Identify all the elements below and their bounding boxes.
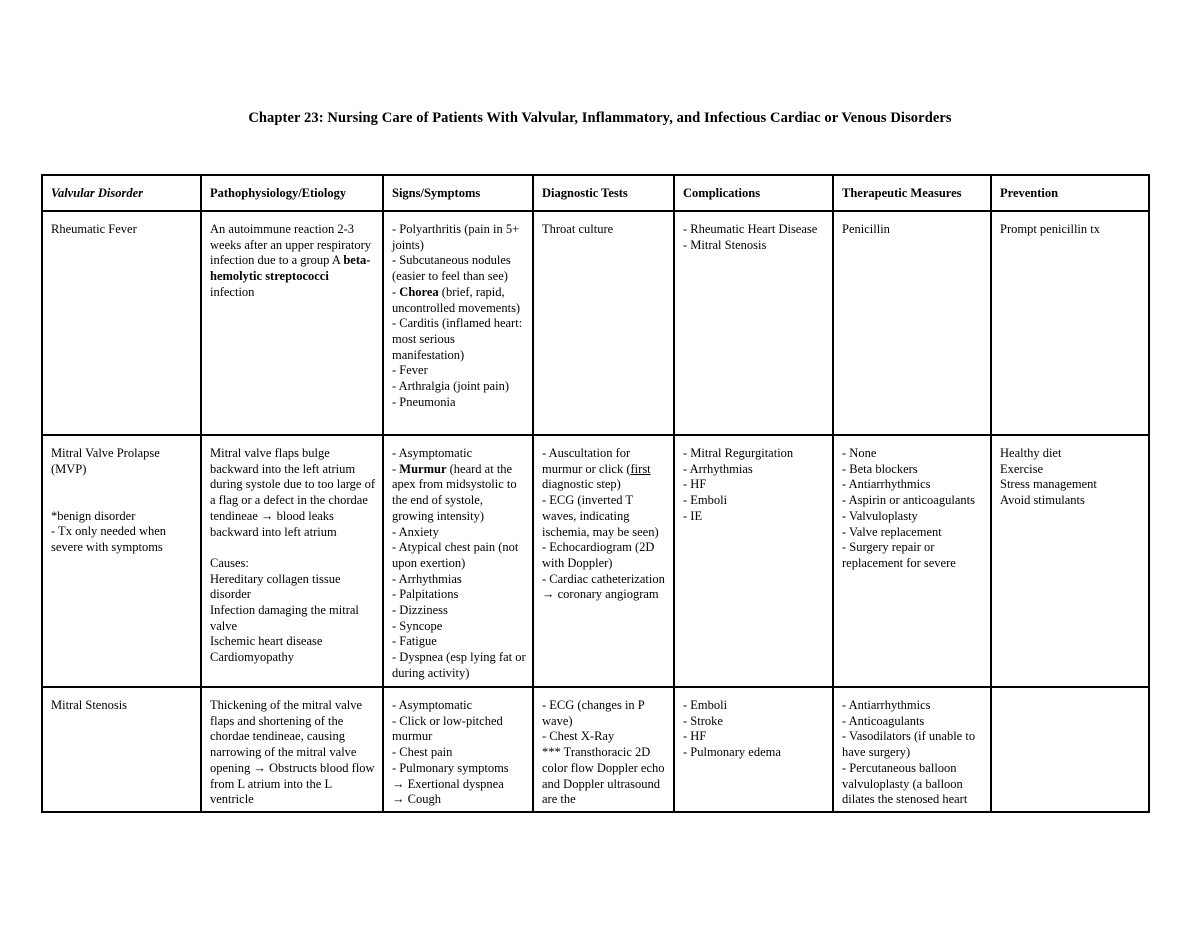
- patho-line: Cardiomyopathy: [210, 650, 295, 665]
- cell-diagnostic: [533, 687, 674, 812]
- signs-line: → Exertional dyspnea: [392, 776, 504, 791]
- signs-line: - Asymptomatic: [392, 446, 473, 460]
- therapeutic-line: - Vasodilators (if unable to have surgery): [842, 729, 976, 760]
- cell-patho: [201, 687, 383, 812]
- cell-complications: [674, 435, 833, 687]
- diagnostic-line: → coronary angiogram: [542, 587, 659, 602]
- diagnostic-line: Throat culture: [542, 222, 614, 236]
- therapeutic-line: - Antiarrhythmics: [842, 477, 931, 492]
- patho-line: An autoimmune reaction 2-3 weeks after an upper respiratory infection due to a group A beta-hemolytic streptococci infection: [210, 222, 372, 299]
- diagnostic-line: - Echocardiogram (2D with Doppler): [542, 540, 655, 570]
- diagnostic-line: - Chest X-Ray: [542, 729, 615, 744]
- signs-line: → Cough: [392, 792, 441, 807]
- cell-therapeutic: [833, 211, 991, 435]
- signs-line: - Chest pain: [392, 745, 453, 760]
- bold-term: Chorea: [399, 284, 439, 299]
- blank-line: [51, 477, 194, 493]
- signs-line: - Asymptomatic: [392, 698, 473, 712]
- header-pathophysiology: Pathophysiology/Etiology: [201, 175, 383, 211]
- header-complications: Complications: [674, 175, 833, 211]
- row-mitral-valve-prolapse: [42, 435, 1149, 687]
- signs-line: - Arthralgia (joint pain): [392, 379, 509, 394]
- header-signs-symptoms: Signs/Symptoms: [383, 175, 533, 211]
- signs-line: - Fatigue: [392, 634, 437, 649]
- signs-line: - Murmur (heard at the apex from midsystolic to the end of systole, growing intensity): [392, 461, 517, 523]
- disorder-line: *benign disorder: [51, 508, 136, 523]
- bold-term: beta-hemolytic streptococci: [210, 253, 371, 284]
- therapeutic-line: Penicillin: [842, 222, 890, 236]
- signs-line: - Syncope: [392, 618, 443, 633]
- signs-line: - Polyarthritis (pain in 5+ joints): [392, 222, 520, 252]
- complications-line: - Mitral Regurgitation: [683, 446, 794, 460]
- therapeutic-line: - Beta blockers: [842, 461, 918, 476]
- signs-line: - Anxiety: [392, 524, 439, 539]
- signs-line: - Palpitations: [392, 587, 459, 602]
- cell-prevention: [991, 211, 1149, 435]
- cell-complications: [674, 211, 833, 435]
- patho-line: Infection damaging the mitral valve: [210, 603, 359, 633]
- complications-line: - Pulmonary edema: [683, 745, 781, 760]
- diagnostic-line: - ECG (changes in P wave): [542, 698, 645, 728]
- diagnostic-line: - Cardiac catheterization: [542, 571, 665, 586]
- disorder-line: Mitral Valve Prolapse (MVP): [51, 446, 160, 476]
- therapeutic-line: - Surgery repair or replacement for severe: [842, 540, 956, 570]
- signs-line: - Carditis (inflamed heart: most serious manifestation): [392, 316, 523, 362]
- valvular-disorders-table: [41, 174, 1150, 813]
- diagnostic-line: *** Transthoracic 2D color flow Doppler echo and Doppler ultrasound are the: [542, 745, 665, 807]
- page-title: Chapter 23: Nursing Care of Patients With Valvular, Inflammatory, and Infectious Cardiac or Venous Disorders: [248, 110, 952, 126]
- therapeutic-line: - Anticoagulants: [842, 713, 925, 728]
- prevention-line: Exercise: [1000, 461, 1044, 476]
- complications-line: - Emboli: [683, 493, 728, 508]
- blank-line: [51, 493, 194, 509]
- complications-line: - HF: [683, 729, 707, 744]
- prevention-line: Stress management: [1000, 477, 1097, 492]
- patho-line: Mitral valve flaps bulge backward into the left atrium during systole due to too large of a flag or a defect in the chordae tendineae → blood leaks backward into left atrium: [210, 446, 376, 539]
- signs-line: - Pulmonary symptoms: [392, 760, 509, 775]
- row-rheumatic-fever: [42, 211, 1149, 435]
- cell-prevention: [991, 435, 1149, 687]
- therapeutic-line: - Valvuloplasty: [842, 508, 918, 523]
- cell-signs: [383, 435, 533, 687]
- complications-line: - Emboli: [683, 698, 728, 712]
- cell-disorder: [42, 687, 201, 812]
- complications-line: - Mitral Stenosis: [683, 237, 767, 252]
- patho-line: Ischemic heart disease: [210, 634, 323, 649]
- cell-diagnostic: [533, 211, 674, 435]
- signs-line: - Arrhythmias: [392, 571, 462, 586]
- cell-disorder: [42, 435, 201, 687]
- signs-line: - Dyspnea (esp lying fat or during activity): [392, 650, 526, 680]
- header-therapeutic-measures: Therapeutic Measures: [833, 175, 991, 211]
- signs-line: - Dizziness: [392, 603, 448, 618]
- cell-therapeutic: [833, 435, 991, 687]
- bold-term: Murmur: [399, 461, 447, 476]
- cell-signs: [383, 211, 533, 435]
- diagnostic-line: - Auscultation for murmur or click (first diagnostic step): [542, 446, 651, 492]
- signs-line: - Subcutaneous nodules (easier to feel than see): [392, 253, 511, 284]
- disorder-line: Mitral Stenosis: [51, 698, 128, 712]
- cell-disorder: [42, 211, 201, 435]
- cell-prevention: [991, 687, 1149, 812]
- cell-complications: [674, 687, 833, 812]
- signs-line: - Atypical chest pain (not upon exertion): [392, 540, 519, 570]
- header-valvular-disorder: Valvular Disorder: [42, 175, 201, 211]
- signs-line: - Fever: [392, 363, 428, 378]
- signs-line: - Chorea (brief, rapid, uncontrolled movements): [392, 284, 521, 315]
- therapeutic-line: - None: [842, 446, 877, 460]
- blank-line: [210, 540, 376, 556]
- signs-line: - Click or low-pitched murmur: [392, 713, 503, 744]
- header-row: [42, 175, 1149, 211]
- disorder-line: - Tx only needed when severe with symptoms: [51, 524, 167, 555]
- therapeutic-line: - Valve replacement: [842, 524, 942, 539]
- cell-patho: [201, 211, 383, 435]
- header-prevention: Prevention: [991, 175, 1149, 211]
- diagnostic-line: - ECG (inverted T waves, indicating ischemia, may be seen): [542, 493, 659, 539]
- prevention-line: Healthy diet: [1000, 446, 1062, 460]
- complications-line: - Rheumatic Heart Disease: [683, 222, 818, 236]
- row-mitral-stenosis: [42, 687, 1149, 812]
- cell-patho: [201, 435, 383, 687]
- therapeutic-line: - Percutaneous balloon valvuloplasty (a balloon dilates the stenosed heart: [842, 760, 968, 807]
- patho-line: Causes:: [210, 555, 249, 570]
- header-diagnostic-tests: Diagnostic Tests: [533, 175, 674, 211]
- cell-diagnostic: [533, 435, 674, 687]
- therapeutic-line: - Antiarrhythmics: [842, 698, 931, 712]
- cell-therapeutic: [833, 687, 991, 812]
- complications-line: - Arrhythmias: [683, 461, 753, 476]
- complications-line: - Stroke: [683, 713, 723, 728]
- therapeutic-line: - Aspirin or anticoagulants: [842, 493, 975, 508]
- complications-line: - HF: [683, 477, 707, 492]
- complications-line: - IE: [683, 508, 703, 523]
- patho-line: Thickening of the mitral valve flaps and shortening of the chordae tendineae, causing narrowing of the mitral valve opening → Obstructs blood flow from L atrium into the L ventricle: [210, 698, 375, 807]
- prevention-line: Avoid stimulants: [1000, 493, 1085, 508]
- cell-signs: [383, 687, 533, 812]
- disorder-line: Rheumatic Fever: [51, 222, 137, 236]
- signs-line: - Pneumonia: [392, 394, 456, 409]
- underlined-term: first: [630, 461, 651, 476]
- prevention-line: Prompt penicillin tx: [1000, 222, 1100, 236]
- patho-line: Hereditary collagen tissue disorder: [210, 571, 341, 602]
